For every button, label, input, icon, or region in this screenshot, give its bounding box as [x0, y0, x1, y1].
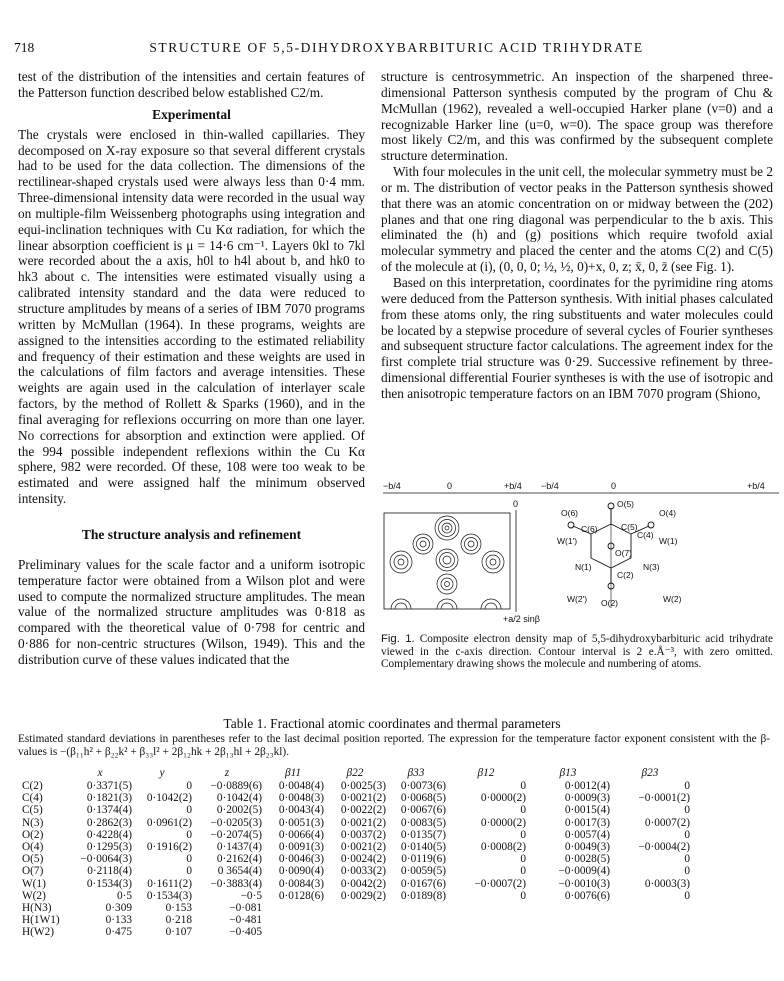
page-number: 718: [14, 40, 35, 55]
atom-label-w1-prime: W(1'): [557, 536, 578, 546]
atom-label-cell: O(4): [22, 841, 44, 854]
atom-label-o6: O(6): [561, 508, 578, 518]
axis-label-left-minus-b4: −b/4: [383, 481, 401, 491]
value-cell: 0: [684, 853, 690, 866]
value-cell: 0·0090(4): [278, 865, 324, 878]
value-cell: 0·0067(6): [400, 804, 446, 817]
table-note: Estimated standard deviations in parentheses refer to the last decimal position reported. The expression for the temperature factor exponent consistent with the β-values is −(β₁₁h² + β₂₂k² + β₃₃l² + 2β₁₂hk + 2β₁₃hl + 2β₂₃kl).: [18, 733, 770, 758]
value-cell: −0·081: [229, 902, 262, 915]
value-cell: [526, 902, 610, 914]
value-cell: [610, 926, 690, 938]
intro-paragraph: test of the distribution of the intensities and certain features of the Patterson function described below established C2/m.: [18, 69, 365, 100]
axis-label-right-plus-b4: +b/4: [747, 481, 765, 491]
atom-label-cell: H(W2): [22, 926, 54, 939]
analysis-paragraph: Preliminary values for the scale factor and a uniform isotropic temperature factor were obtained from a Wilson plot and were used to compute the normalized structure amplitudes. The mean value of the normalized structure amplitudes was 0·818 as compared with the theoretical value of 0·798 for centric and 0·886 for non-centric structures (Wilson, 1949). This and the distribution curve of these values indicated that the: [18, 556, 365, 667]
table-row: [22, 841, 690, 853]
axis-label-left-plus-b4: +b/4: [504, 481, 522, 491]
value-cell: 0·0033(2): [340, 865, 386, 878]
atom-label-c2: C(2): [617, 570, 634, 580]
value-cell: 0·0042(2): [340, 877, 386, 890]
value-cell: 0·0961(2): [146, 816, 192, 829]
value-cell: 0·0189(8): [400, 889, 446, 902]
value-cell: 0·0167(6): [400, 877, 446, 890]
figure-caption: [381, 633, 773, 671]
value-cell: 0·0037(2): [340, 828, 386, 841]
value-cell: 0: [520, 889, 526, 902]
table-row: [22, 878, 690, 890]
value-cell: 0·1374(4): [86, 804, 132, 817]
value-cell: [446, 926, 526, 938]
value-cell: 0: [684, 865, 690, 878]
figure-caption-lead: Fig. 1.: [381, 633, 415, 645]
axis-label-right-zero: 0: [611, 481, 617, 491]
value-cell: 0·1042(4): [216, 792, 262, 805]
value-cell: 0·5: [116, 889, 132, 902]
bottom-axis-label: +a/2 sinβ: [503, 614, 540, 624]
value-cell: [324, 926, 386, 938]
value-cell: 0·1611(2): [147, 877, 192, 890]
table-row: [22, 817, 690, 829]
atom-label-n1: N(1): [575, 562, 592, 572]
column-header: y: [159, 766, 165, 779]
value-cell: [386, 926, 446, 938]
value-cell: 0·0000(2): [480, 792, 526, 805]
value-cell: 0·0076(6): [564, 889, 610, 902]
value-cell: [262, 914, 324, 926]
table-row: [22, 804, 690, 816]
value-cell: −0·405: [229, 926, 262, 939]
atom-label-cell: O(2): [22, 828, 44, 841]
contour-peak-5: [390, 551, 412, 573]
value-cell: 0·0007(2): [644, 816, 690, 829]
value-cell: 0·309: [105, 902, 132, 915]
column-header: β12: [477, 766, 495, 779]
value-cell: [386, 902, 446, 914]
value-cell: 0: [186, 804, 192, 817]
running-header: [14, 40, 779, 60]
contour-peak-9: [481, 599, 501, 609]
value-cell: 0·1534(3): [86, 877, 132, 890]
density-contours: [390, 516, 504, 609]
column-header: β13: [559, 766, 577, 779]
value-cell: [526, 926, 610, 938]
value-cell: [262, 926, 324, 938]
contour-peak-6: [482, 551, 504, 573]
origin-label: 0: [513, 499, 519, 509]
value-cell: 0: [684, 804, 690, 817]
value-cell: 0: [520, 853, 526, 866]
atom-label-c5: C(5): [621, 522, 638, 532]
value-cell: 0·0083(5): [400, 816, 446, 829]
value-cell: 0·0084(3): [278, 877, 324, 890]
contour-peak-2: [413, 534, 433, 554]
value-cell: −0·0004(2): [638, 841, 690, 854]
value-cell: 0·0029(2): [340, 889, 386, 902]
value-cell: [610, 914, 690, 926]
value-cell: −0·0010(3): [558, 877, 610, 890]
value-cell: −0·0009(4): [558, 865, 610, 878]
atom-label-o7: O(7): [615, 548, 632, 558]
value-cell: 0·4228(4): [86, 828, 132, 841]
column-header: β23: [641, 766, 659, 779]
table-row: [22, 865, 690, 877]
atom-label-w2: W(2): [663, 594, 682, 604]
value-cell: [386, 914, 446, 926]
value-cell: 0·0091(3): [278, 841, 324, 854]
right-paragraph-2: With four molecules in the unit cell, the molecular symmetry must be 2 or m. The distribution of vector peaks in the Patterson synthesis showed that there was an atomic concentration on or midway between the (202) planes and that one ring diagonal was perpendicular to the b axis. This eliminated the (h) and (g) positions which require twofold axial molecular symmetry and placed the center and the atoms C(2) and C(5) of the molecule at (i), (0, 0, 0; ½, ½, 0)+x, 0, z; x̄, 0, z̄ (see Fig. 1).: [381, 164, 773, 275]
analysis-heading: The structure analysis and refinement: [81, 526, 302, 542]
value-cell: 0·0028(5): [564, 853, 610, 866]
value-cell: 0·0135(7): [400, 828, 446, 841]
value-cell: 0·0000(2): [480, 816, 526, 829]
value-cell: 0·1916(2): [146, 841, 192, 854]
value-cell: 0·0046(3): [278, 853, 324, 866]
atom-label-cell: W(2): [22, 889, 46, 902]
value-cell: 0·0048(4): [278, 780, 324, 792]
value-cell: 0·0009(3): [564, 792, 610, 805]
axis-label-left-zero: 0: [447, 481, 453, 491]
left-column: [18, 69, 365, 668]
atom-label-cell: W(1): [22, 877, 46, 890]
atom-label-cell: C(5): [22, 804, 43, 817]
atom-label-cell: H(1W1): [22, 914, 60, 927]
value-cell: −0·0007(2): [474, 877, 526, 890]
coordinates-table: [22, 766, 690, 939]
value-cell: [324, 902, 386, 914]
atom-label-cell: H(N3): [22, 902, 52, 915]
value-cell: 0·0025(3): [340, 780, 386, 792]
value-cell: 0: [684, 780, 690, 792]
column-header: β33: [407, 766, 425, 779]
value-cell: 0·1821(3): [86, 792, 132, 805]
value-cell: 0·153: [165, 902, 192, 915]
value-cell: 0: [186, 853, 192, 866]
atom-label-o5: O(5): [617, 499, 634, 509]
value-cell: 0·2862(3): [86, 816, 132, 829]
value-cell: [262, 902, 324, 914]
value-cell: 0·0048(3): [278, 792, 324, 805]
table-body: [22, 780, 690, 939]
value-cell: 0: [684, 828, 690, 841]
right-paragraph-3: Based on this interpretation, coordinates for the pyrimidine ring atoms were deduced from the Patterson synthesis. With initial phases calculated from these atoms only, the ring substituents and water molecules could be located by a stepwise procedure of several cycles of Fourier syntheses and subsequent structure factor calculations. The agreement index for the first complete trial structure was 0·29. Successive refinement by three-dimensional differential Fourier syntheses is with the use of isotropic and then anisotropic temperature factors on an IBM 7070 program (Shiono,: [381, 274, 773, 401]
atom-label-cell: O(7): [22, 865, 44, 878]
value-cell: 0·0022(2): [340, 804, 386, 817]
value-cell: −0·0205(3): [210, 816, 262, 829]
value-cell: 0·0015(4): [564, 804, 610, 817]
table-row: [22, 780, 690, 792]
value-cell: [324, 914, 386, 926]
atom-label-c4: C(4): [637, 530, 654, 540]
value-cell: 0·1042(2): [146, 792, 192, 805]
density-map-frame: [384, 513, 510, 609]
atom-label-cell: C(2): [22, 780, 43, 792]
value-cell: −0·2074(5): [210, 828, 262, 841]
value-cell: −0·5: [240, 889, 262, 902]
value-cell: 0·0021(2): [340, 841, 386, 854]
value-cell: 0 3654(4): [217, 865, 262, 878]
molecule-drawing: [568, 503, 654, 608]
atom-label-cell: O(5): [22, 853, 44, 866]
experimental-paragraph: The crystals were enclosed in thin-walled capillaries. They decomposed on X-ray exposure so that several different crystals had to be used for the data collection. The dimensions of the rectilinear-shaped crystals used were always less than 0·4 mm. Three-dimensional intensity data were recorded in the usual way on multiple-film Weissenberg photographs using integration and equi-inclination techniques with Cu Kα radiation, for which the linear absorption coefficient is μ = 14·6 cm⁻¹. Layers 0kl to 7kl were recorded about the a axis, h0l to h4l about b, and hk0 to hk3 about c. The intensities were estimated visually using a calibrated intensity standard and the data were reduced to structure amplitudes by means of a series of IBM 7070 programs written by McMullan (1964). In these programs, weights are assigned to the intensities according to the estimated reliability and frequency of their estimation and these weights are used in the calculations of film factors and average intensities. These weights are again used in the calculation of interlayer scale factors, by the method of Rollett & Sparks (1960), and in the final averaging for reflexions occurring on more than one layer. No corrections for absorption and extinction were applied. Of the 994 possible independent reflexions within the Cu Kα sphere, 982 were recorded. Of these, 108 were too weak to be estimated and were assigned half the minimum observed intensity.: [18, 126, 365, 507]
value-cell: 0: [186, 828, 192, 841]
figure-caption-text: Composite electron density map of 5,5-dihydroxybarbituric acid trihydrate viewed in the c-axis direction. Contour interval is 2 e.Å⁻³, with zero omitted. Complementary drawing shows the molecule and numbering of atoms.: [381, 633, 773, 671]
value-cell: 0: [520, 828, 526, 841]
value-cell: 0·0066(4): [278, 828, 324, 841]
value-cell: 0·0051(3): [278, 816, 324, 829]
value-cell: 0·2118(4): [87, 865, 132, 878]
value-cell: 0·2002(5): [216, 804, 262, 817]
atom-label-w2-prime: W(2'): [567, 594, 588, 604]
value-cell: [446, 914, 526, 926]
right-column: [381, 69, 773, 402]
contour-peak-1: [435, 516, 459, 540]
value-cell: 0: [684, 889, 690, 902]
axis-label-right-minus-b4: −b/4: [541, 481, 559, 491]
value-cell: 0·0068(5): [400, 792, 446, 805]
value-cell: 0·3371(5): [86, 780, 132, 792]
table-row: [22, 890, 690, 902]
right-paragraph-1: structure is centrosymmetric. An inspection of the sharpened three-dimensional Patterson synthesis computed by the program of Chu & McMullan (1962), revealed a well-occupied Harker plane (v=0) and a recognizable Harker line (u=0, w=0). The space group was therefore most likely C2/m, and this was confirmed by the subsequent complete structure determination.: [381, 69, 773, 164]
value-cell: 0·0057(4): [564, 828, 610, 841]
value-cell: 0·0073(6): [400, 780, 446, 792]
value-cell: 0·0017(3): [564, 816, 610, 829]
value-cell: 0·1534(3): [146, 889, 192, 902]
contour-peak-8: [391, 599, 411, 609]
atom-label-o2: O(2): [601, 598, 618, 608]
column-header: [22, 766, 68, 780]
value-cell: 0·0012(4): [564, 780, 610, 792]
table-title: Table 1. Fractional atomic coordinates and thermal parameters: [223, 716, 561, 731]
value-cell: 0·0140(5): [400, 841, 446, 854]
value-cell: 0: [520, 865, 526, 878]
column-header: β22: [346, 766, 364, 779]
value-cell: 0: [186, 865, 192, 878]
value-cell: 0·0021(2): [340, 792, 386, 805]
value-cell: [526, 914, 610, 926]
atom-label-cell: N(3): [22, 816, 44, 829]
value-cell: −0·0064(3): [80, 853, 132, 866]
value-cell: −0·0001(2): [638, 792, 690, 805]
value-cell: −0·0889(6): [210, 780, 262, 792]
value-cell: 0·475: [105, 926, 132, 939]
running-title: STRUCTURE OF 5,5-DIHYDROXYBARBITURIC ACID TRIHYDRATE: [149, 40, 644, 55]
value-cell: 0: [520, 804, 526, 817]
atom-label-o4: O(4): [659, 508, 676, 518]
value-cell: 0·0008(2): [480, 841, 526, 854]
value-cell: [446, 902, 526, 914]
value-cell: 0·0024(2): [340, 853, 386, 866]
value-cell: 0: [520, 780, 526, 792]
value-cell: 0·0059(5): [400, 865, 446, 878]
value-cell: 0·133: [105, 914, 132, 927]
experimental-heading: Experimental: [152, 106, 231, 122]
atom-label-w1: W(1): [659, 536, 678, 546]
contour-peak-4: [436, 549, 458, 571]
column-header: z: [224, 766, 230, 779]
value-cell: 0·2162(4): [216, 853, 262, 866]
value-cell: 0: [186, 780, 192, 792]
contour-peak-3: [461, 534, 481, 554]
table-row: [22, 914, 690, 926]
value-cell: 0·107: [165, 926, 192, 939]
value-cell: 0·218: [165, 914, 192, 927]
value-cell: 0·0021(2): [340, 816, 386, 829]
value-cell: 0·0128(6): [278, 889, 324, 902]
value-cell: [610, 902, 690, 914]
figure-1: [381, 480, 781, 628]
table-header-row: [22, 766, 690, 780]
atom-label-n3: N(3): [643, 562, 660, 572]
contour-peak-10: [437, 599, 457, 609]
table-row: [22, 926, 690, 938]
table-row: [22, 829, 690, 841]
column-header: x: [97, 766, 103, 779]
contour-peak-7: [437, 574, 457, 594]
value-cell: 0·0119(6): [401, 853, 446, 866]
value-cell: 0·0043(4): [278, 804, 324, 817]
column-header: β11: [284, 766, 302, 779]
value-cell: 0·1295(3): [86, 841, 132, 854]
atom-label-cell: C(4): [22, 792, 43, 805]
figure-1-graphic: [381, 480, 781, 628]
table-row: [22, 853, 690, 865]
value-cell: 0·0003(3): [644, 877, 690, 890]
table-row: [22, 902, 690, 914]
table-row: [22, 792, 690, 804]
value-cell: 0·1437(4): [216, 841, 262, 854]
atom-label-c6: C(6): [581, 524, 598, 534]
value-cell: −0·3883(4): [210, 877, 262, 890]
value-cell: −0·481: [229, 914, 262, 927]
value-cell: 0·0049(3): [564, 841, 610, 854]
